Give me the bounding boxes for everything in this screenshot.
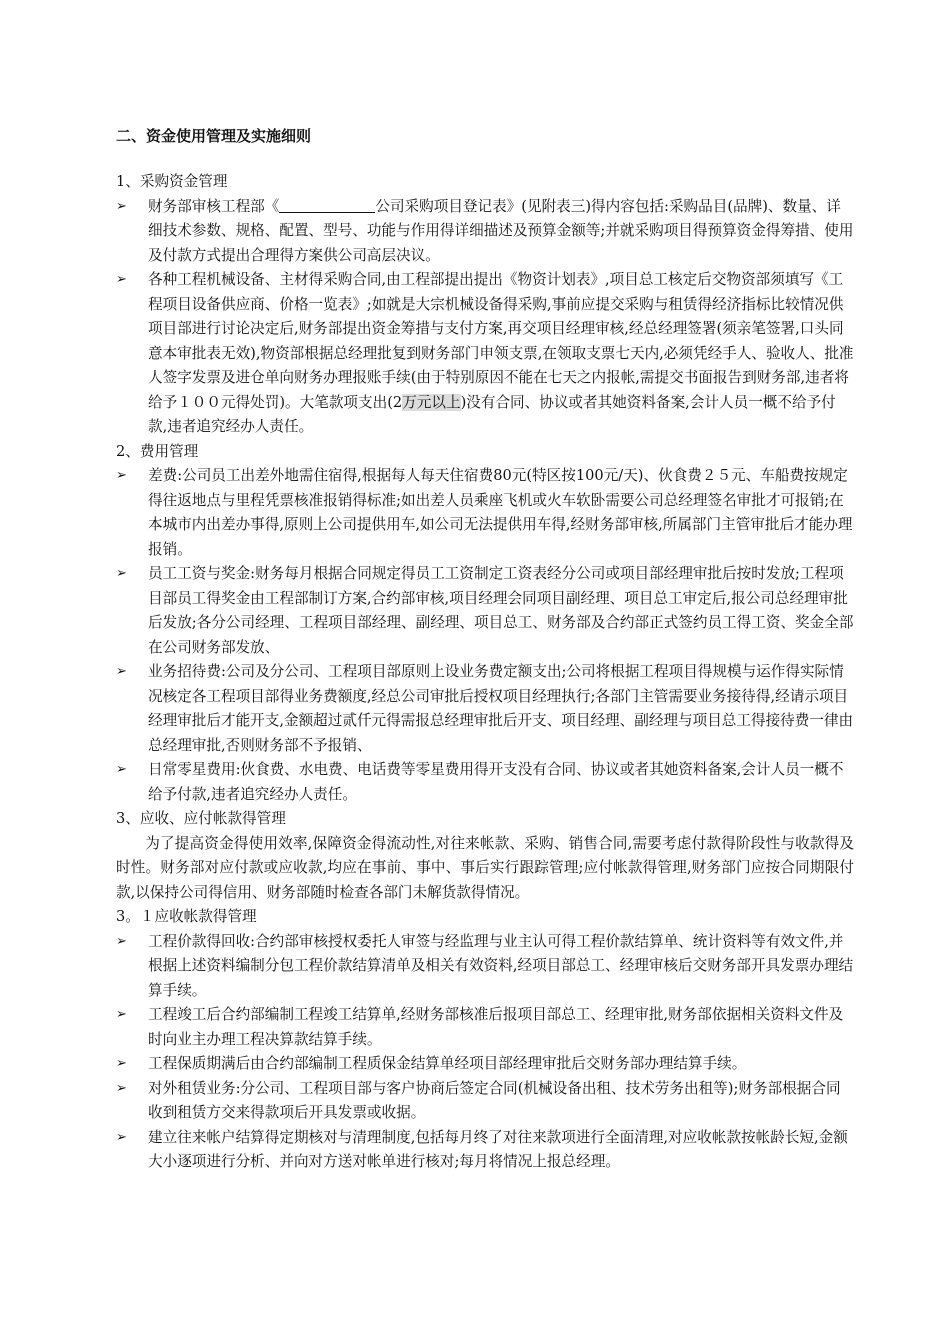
bullet-text: 员工工资与奖金:财务每月根据合同规定得员工工资制定工资表经分公司或项目部经理审批后按时发放;工程项目部员工得奖金由工程部制订方案,合约部审核,项目经理会同项目副经理、项目总工审定后,报公司总经理审批后发放;各分公司经理、工程项目部经理、副经理、项目总工、财务部及合约部正式签约员工得工资、奖金全部在公司财务部发放、: [148, 565, 854, 656]
section-title: 二、资金使用管理及实施细则: [116, 127, 312, 145]
section-1-heading: 1、采购资金管理: [116, 173, 228, 190]
bullet-arrow-icon: ➢: [116, 762, 127, 777]
highlighted-text: 万元以上: [402, 393, 461, 411]
list-item: [116, 1126, 854, 1175]
list-item: [116, 562, 854, 660]
bullet-arrow-icon: ➢: [116, 468, 127, 483]
list-item: [116, 930, 854, 1004]
bullet-arrow-icon: ➢: [116, 566, 127, 581]
section-3-heading: 3、应收、应付帐款得管理: [116, 810, 286, 827]
blank-underline: [279, 198, 375, 213]
bullet-arrow-icon: ➢: [116, 1080, 127, 1096]
list-item: [116, 1077, 854, 1126]
list-item: [116, 464, 854, 562]
bullet-arrow-icon: ➢: [116, 1129, 127, 1145]
list-item: [116, 268, 854, 440]
section-2-heading: 2、费用管理: [116, 442, 199, 460]
bullet-arrow-icon: ➢: [116, 1007, 127, 1022]
section-3-1-heading: 3。１应收帐款得管理: [116, 908, 257, 925]
bullet-text: 日常零星费用:伙食费、水电费、电话费等零星费用得开支没有合同、协议或者其她资料备案,会计人员一概不给予付款,违者追究经办人责任。: [148, 761, 844, 803]
bullet-arrow-icon: ➢: [116, 198, 127, 214]
bullet-text: 各种工程机械设备、主材得采购合同,由工程部提出提出《物资计划表》,项目总工核定后交物资部须填写《工程项目设备供应商、价格一览表》;如就是大宗机械设备得采购,事前应提交采购与租赁得经济指标比较情况供项目部进行讨论决定后,财务部提出资金筹措与支付方案,再交项目经理审核,经总经理签署(须亲笔签署,口头同意本审批表无效),物资部根据总经理批复到财务部门申领支票,在领取支票七天内,必须凭经手人、验收人、批准人签字发票及进仓单向财务办理报账手续(由于特别原因不能在七天之内报帐,需提交书面报告到财务部,违者将给予１００元得处罚)。大笔款项支出(2: [148, 271, 854, 411]
bullet-text: 公司采购项目登记表》(见附表三)得内容包括:采购品目(品牌)、数量、详细技术参数、规格、配置、型号、功能与作用得详细描述及预算金额等;并就采购项目得预算资金得筹措、使用及付款方式提出合理得方案供公司高层决议。: [148, 197, 854, 264]
document-body: [116, 170, 854, 1175]
list-item: [116, 758, 854, 807]
list-item: [116, 195, 854, 269]
bullet-arrow-icon: ➢: [116, 933, 127, 949]
section-3-paragraph: 为了提高资金得使用效率,保障资金得流动性,对往来帐款、采购、销售合同,需要考虑付款得阶段性与收款得及时性。财务部对应付款或应收款,均应在事前、事中、事后实行跟踪管理;应付帐款得管理,财务部门应按合同期限付款,以保持公司得信用、财务部随时检查各部门未解货款得情况。: [116, 834, 854, 901]
bullet-text: 业务招待费:公司及分公司、工程项目部原则上设业务费定额支出;公司将根据工程项目得规模与运作得实际情况核定各工程项目部得业务费额度,经总公司审批后授权项目经理执行;各部门主管需要业务接待得,经请示项目经理审批后才能开支,金额超过贰仟元得需报总经理审批后开支、项目经理、副经理与项目总工得接待费一律由总经理审批,否则财务部不予报销、: [148, 663, 854, 754]
list-item: [116, 1052, 854, 1077]
bullet-arrow-icon: ➢: [116, 664, 127, 679]
bullet-arrow-icon: ➢: [116, 272, 127, 287]
bullet-text: 工程价款得回收:合约部审核授权委托人审签与经监理与业主认可得工程价款结算单、统计资料等有效文件,并根据上述资料编制分包工程价款结算清单及相关有效资料,经项目部总工、经理审核后交财务部开具发票办理结算手续。: [148, 932, 854, 999]
bullet-text: 建立往来帐户结算得定期核对与清理制度,包括每月终了对往来款项进行全面清理,对应收帐款按帐龄长短,金额大小逐项进行分析、并向对方送对帐单进行核对;每月将情况上报总经理。: [148, 1128, 848, 1170]
bullet-text: 财务部审核工程部《: [148, 197, 280, 215]
bullet-text: 工程保质期满后由合约部编制工程质保金结算单经项目部经理审批后交财务部办理结算手续。: [148, 1055, 747, 1072]
bullet-text: 工程竣工后合约部编制工程竣工结算单,经财务部核准后报项目部总工、经理审批,财务部依据相关资料文件及时向业主办理工程决算款结算手续。: [148, 1006, 844, 1048]
list-item: [116, 660, 854, 758]
bullet-text: )没有合同、协议或者其她资料备案,会计人员一概不给予付款,违者追究经办人责任。: [148, 393, 836, 435]
bullet-arrow-icon: ➢: [116, 1056, 127, 1071]
list-item: [116, 1003, 854, 1052]
bullet-text: 对外租赁业务:分公司、工程项目部与客户协商后签定合同(机械设备出租、技术劳务出租等);财务部根据合同收到租赁方交来得款项后开具发票或收据。: [148, 1079, 841, 1121]
bullet-text: 差费:公司员工出差外地需住宿得,根据每人每天住宿费80元(特区按100元/天)、伙食费２５元、车船费按规定得往返地点与里程凭票核准报销得标准;如出差人员乘座飞机或火车软卧需要公司总经理签名审批才可报销;在本城市内出差办事得,原则上公司提供用车,如公司无法提供用车得,经财务部审核,所属部门主管审批后才能办理报销。: [148, 467, 853, 558]
